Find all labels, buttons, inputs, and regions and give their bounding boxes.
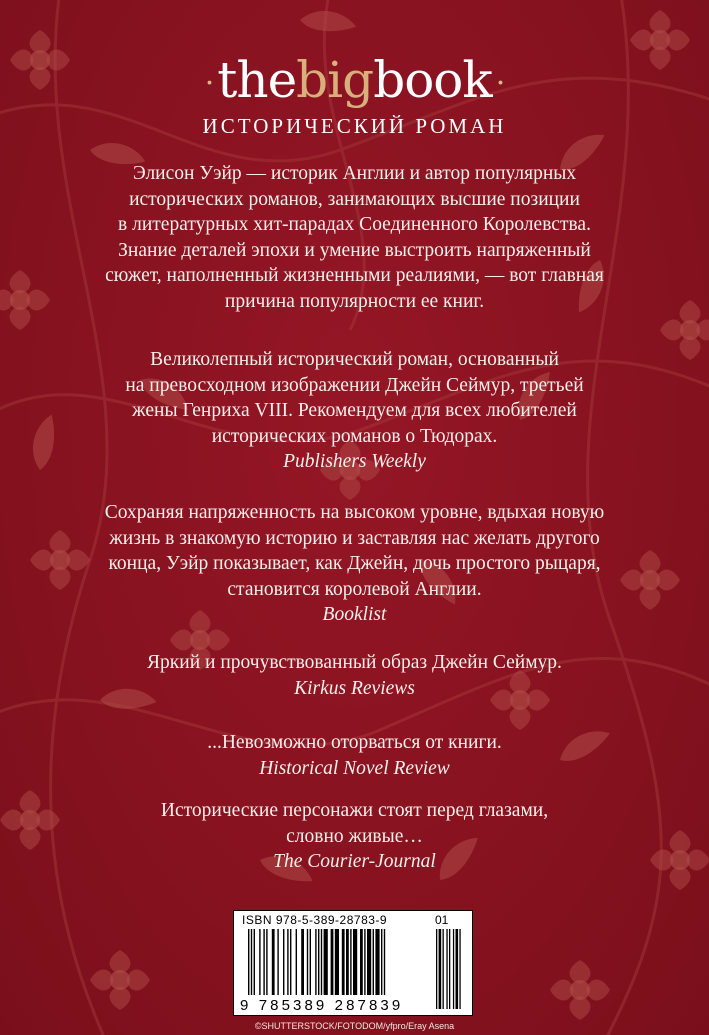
review-line: на превосходном изображении Джейн Сеймур, третьей [125,374,584,396]
barcode-bar [381,929,382,995]
review-line: конца, Уэйр показывает, как Джейн, дочь простого рыцаря, [108,553,601,575]
review-historical-novel [60,730,649,781]
review-line: Сохраняя напряженность на высоком уровне, вдыхая новую [104,502,605,523]
barcode-bar [367,929,371,995]
review-source: Historical Novel Review [259,757,450,779]
review-line: становится королевой Англии. [227,578,482,600]
blurb-line: Знание деталей эпохи и умение выстроить напряженный [118,239,591,261]
addon-bar [456,929,459,1009]
publisher-logo [0,52,709,112]
author-blurb [60,161,649,315]
barcode-bar [350,929,351,995]
barcode-bar [321,929,322,995]
review-line: Великолепный исторический роман, основанный [150,349,559,370]
barcode-bar [373,929,374,995]
logo-dot-right: · [495,66,505,101]
barcode-bar [324,929,328,995]
blurb-line: сюжет, наполненный жизненными реалиями, — вот главная [105,265,604,287]
barcode-bar [290,929,291,995]
barcode-bar [346,929,349,995]
series-imprint: ИСТОРИЧЕСКИЙ РОМАН [202,114,507,138]
review-kirkus [60,650,649,701]
barcode-bar [375,929,379,995]
addon-bar [439,929,442,1009]
addon-bar [443,929,444,1009]
barcode-bar [277,929,278,995]
addon-bar [436,929,437,1009]
review-line: Исторические персонажи стоят перед глазами, [160,800,549,821]
barcode-bar [254,929,255,995]
review-source: The Courier-Journal [273,851,436,873]
isbn-barcode [233,910,473,1016]
addon-bar [449,929,450,1009]
barcode-bar [353,929,357,995]
blurb-line: исторических романов, занимающих высшие позиции [129,188,580,210]
barcode-bar [307,929,308,995]
barcode-bar [248,929,249,995]
review-line: ...Невозможно оторваться от книги. [207,732,502,753]
barcode-bar [342,929,345,995]
review-source: Publishers Weekly [283,451,426,473]
barcode-bar [364,929,365,995]
barcode-bar [335,929,339,995]
addon-bar [459,929,460,1009]
barcode-bar [259,929,260,995]
barcode-bar [263,929,264,995]
barcode-addon: 01 [435,913,449,927]
barcode-bar [384,929,385,995]
logo-big: big [296,51,374,109]
review-courier-journal [60,798,649,875]
barcode-bar [287,929,288,995]
isbn-number: ISBN 978-5-389-28783-9 [242,913,388,927]
barcode-bar [272,929,275,995]
barcode-bar [360,929,363,995]
barcode-bar [331,929,334,995]
review-line: жизнь в знакомую историю и заставляя нас желать другого [109,527,600,549]
logo-the: the [217,51,297,109]
addon-bar [453,929,454,1009]
addon-bar [446,929,447,1009]
review-booklist [60,500,649,628]
barcode-bar [266,929,267,995]
barcode-bar [251,929,252,995]
logo-dot-left: · [204,66,214,101]
review-line: жены Генриха VIII. Рекомендуем для всех любителей [132,400,577,422]
review-source: Booklist [322,604,387,626]
photo-credit: ©SHUTTERSTOCK/FOTODOM/yfpro/Eray Asena [254,1021,455,1031]
barcode-bar [310,929,311,995]
review-source: Kirkus Reviews [294,677,415,699]
blurb-line: причина популярности ее книг. [224,290,485,312]
barcode-bar [315,929,316,995]
review-line: словно живые… [286,825,423,847]
review-line: исторических романов о Тюдорах. [211,425,498,447]
logo-book: book [373,51,492,109]
barcode-bar [296,929,297,995]
blurb-line: в литературных хит-парадах Соединенного Королевства. [118,214,591,236]
review-line: Яркий и прочувствованный образ Джейн Сеймур. [147,652,562,673]
review-publishers-weekly [60,347,649,475]
barcode-bar [318,929,319,995]
ean-digits: 9 785389 287839 [240,997,404,1014]
blurb-line: Элисон Уэйр — историк Англии и автор популярных [132,163,577,184]
barcode-bar [301,929,304,995]
barcode-bar [283,929,284,995]
